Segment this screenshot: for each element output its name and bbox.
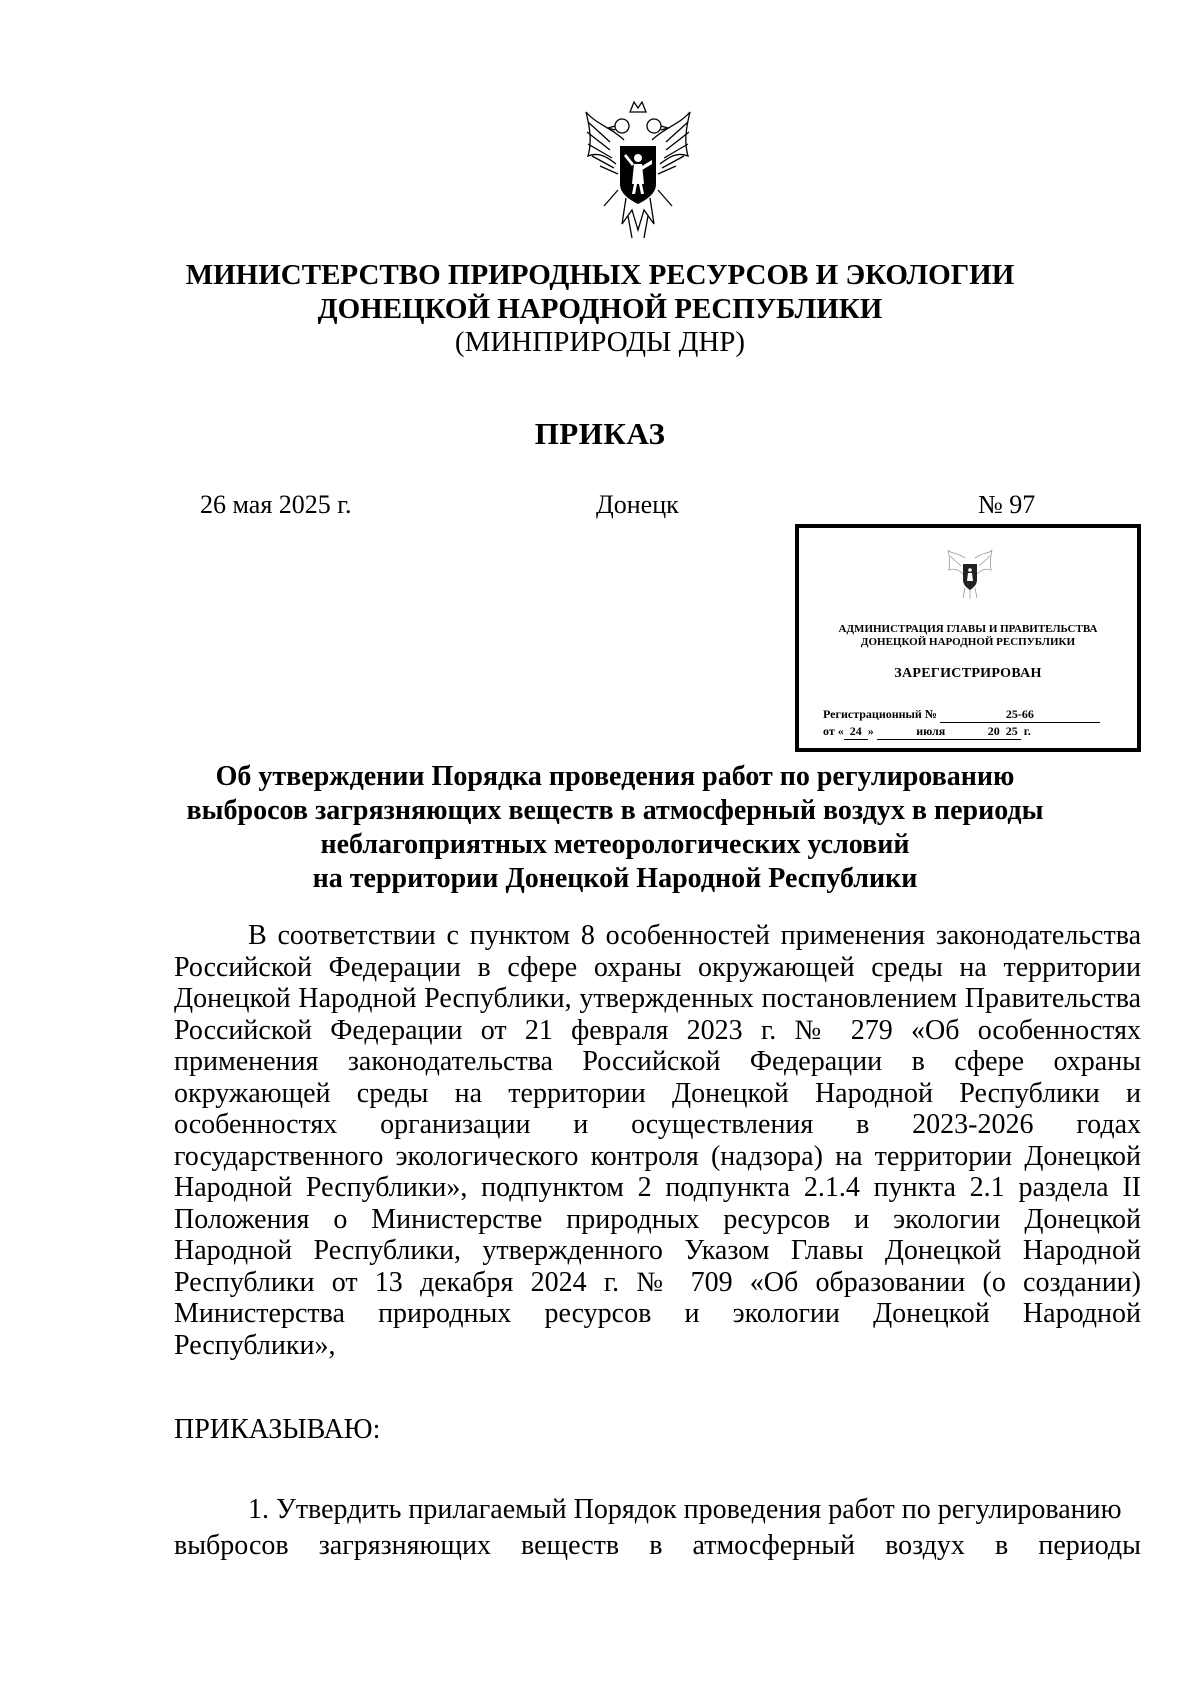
stamp-reg-number: 25-66 (940, 707, 1100, 723)
order-number: № 97 (978, 490, 1036, 519)
preamble-text: В соответствии с пунктом 8 особенностей применения законодательства Российской Федерации в сфере охраны окружающей среды на территории Донецкой Народной Республики, утвержденных постановлением Правительства Российской Федерации от 21 февраля 2023 г. № 279 «Об особенностях применения законодательства Российской Федерации в сфере охраны окружающей среды на территории Донецкой Народной Республики и особенностях организации и осуществления в 2023-2026 годах государственного экологического контроля (надзора) на территории Донецкой Народной Республики», подпунктом 2 подпункта 2.1.4 пункта 2.1 раздела II Положения о Министерстве природных ресурсов и экологии Донецкой Народной Республики, утвержденного Указом Главы Донецкой Народной Республики от 13 декабря 2024 г. № 709 «Об образовании (о создании) Министерства природных ресурсов и экологии Донецкой Народной Республики», (174, 920, 1141, 1361)
stamp-day-close: » (867, 724, 874, 738)
stamp-from-label: от « (823, 724, 844, 738)
stamp-year-end: г. (1023, 724, 1031, 738)
subject-line4: на территории Донецкой Народной Республики (312, 863, 918, 894)
preamble-paragraph (174, 920, 1141, 1361)
subject-line2: выбросов загрязняющих веществ в атмосферный воздух в периоды (186, 795, 1044, 826)
stamp-year-prefix: 20 (985, 724, 1003, 740)
stamp-day: 24 (844, 724, 868, 740)
stamp-reg-label: Регистрационный № (823, 707, 937, 721)
order-date: 26 мая 2025 г. (200, 490, 352, 519)
stamp-org-line1: АДМИНИСТРАЦИЯ ГЛАВЫ И ПРАВИТЕЛЬСТВА (838, 623, 1098, 635)
order-subject (180, 760, 1050, 896)
item1-line2: выбросов загрязняющих веществ в атмосферный воздух в периоды (174, 1530, 1141, 1561)
order-city: Донецк (596, 490, 679, 519)
stamp-status: ЗАРЕГИСТРИРОВАН (894, 666, 1042, 681)
stamp-date-row (823, 724, 1031, 740)
ministry-short-name: (МИНПРИРОДЫ ДНР) (454, 326, 746, 358)
stamp-emblem (947, 548, 993, 600)
ministry-name-line1: МИНИСТЕРСТВО ПРИРОДНЫХ РЕСУРСОВ И ЭКОЛОГИИ (185, 259, 1015, 291)
stamp-month: июля (877, 724, 985, 740)
ministry-name-line2: ДОНЕЦКОЙ НАРОДНОЙ РЕСПУБЛИКИ (317, 293, 883, 325)
stamp-year-suffix: 25 (1003, 724, 1021, 740)
stamp-registration-number-row (823, 707, 1100, 723)
registration-stamp (795, 524, 1141, 752)
coat-of-arms-emblem (582, 98, 694, 242)
item1-line1: 1. Утвердить прилагаемый Порядок проведения работ по регулированию (248, 1494, 1122, 1525)
stamp-organization (799, 623, 1137, 649)
document-type-title: ПРИКАЗ (534, 416, 666, 451)
order-word: ПРИКАЗЫВАЮ: (174, 1414, 381, 1445)
subject-line3: неблагоприятных метеорологических условий (320, 829, 910, 860)
subject-line1: Об утверждении Порядка проведения работ по регулированию (215, 761, 1015, 792)
stamp-org-line2: ДОНЕЦКОЙ НАРОДНОЙ РЕСПУБЛИКИ (860, 636, 1076, 648)
